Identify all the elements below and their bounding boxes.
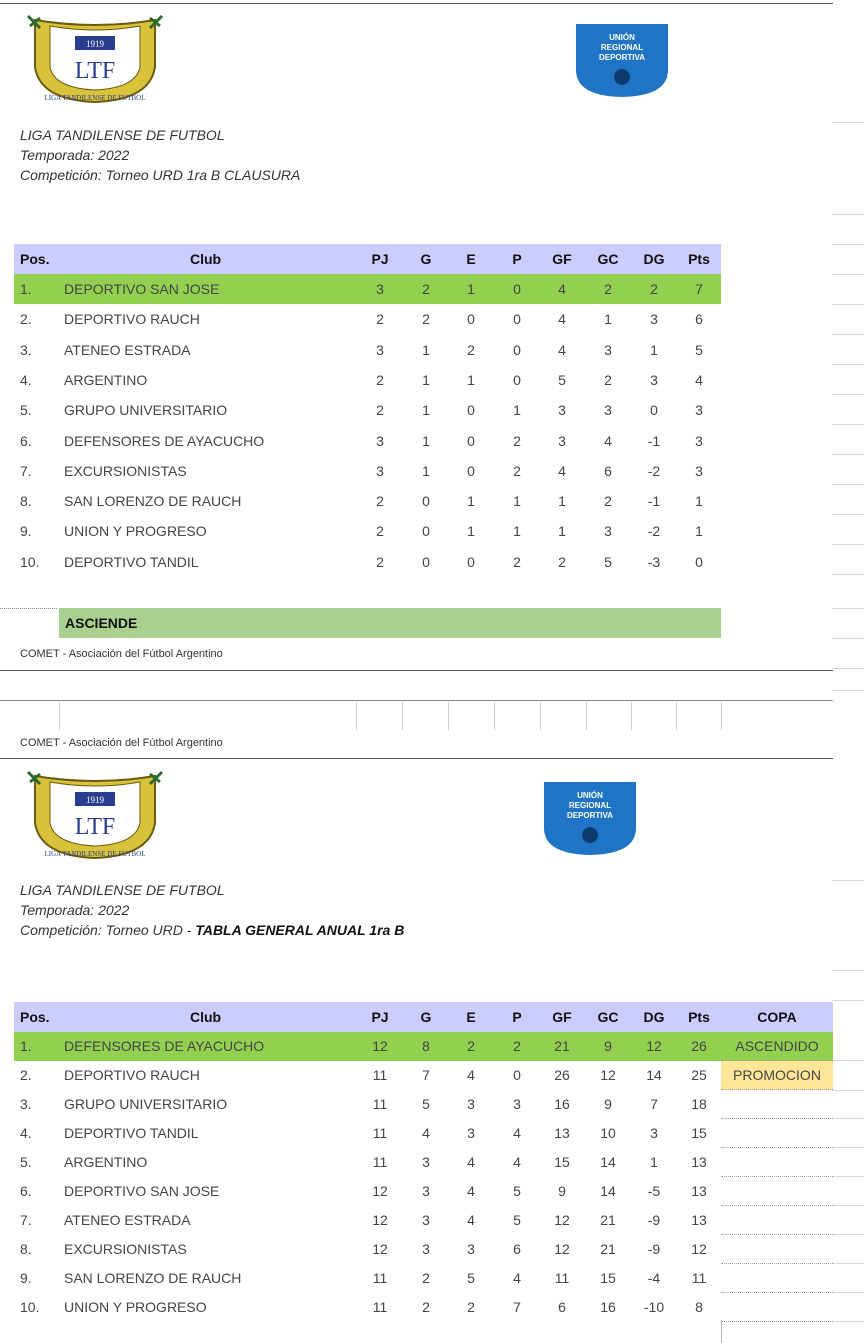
cell-dg: -2	[647, 523, 661, 540]
cell-gf: 12	[554, 1212, 570, 1228]
cell-gc: 2	[604, 493, 612, 510]
cell-pts: 1	[695, 523, 703, 540]
svg-text:REGIONAL: REGIONAL	[568, 801, 612, 810]
cell-g: 1	[422, 462, 430, 479]
col-copa: COPA	[721, 1002, 833, 1032]
table-row	[14, 1148, 721, 1177]
cell-pts: 7	[695, 281, 703, 297]
cell-gf: 26	[554, 1067, 570, 1083]
cell-e: 3	[467, 1096, 475, 1112]
col-e: E	[466, 1009, 476, 1025]
cell-club: DEFENSORES DE AYACUCHO	[64, 1038, 265, 1054]
col-gf: GF	[552, 251, 572, 267]
cell-pts: 3	[695, 402, 703, 419]
cell-pj: 3	[376, 462, 384, 479]
table-row	[14, 1293, 721, 1322]
cell-pj: 3	[376, 432, 384, 449]
cell-gc: 16	[600, 1299, 616, 1315]
cell-dg: 1	[650, 1154, 658, 1170]
col-pts: Pts	[688, 1009, 710, 1025]
cell-e: 0	[467, 311, 475, 328]
cell-pts: 18	[691, 1096, 707, 1112]
cell-pj: 2	[376, 371, 384, 388]
cell-dg: -9	[647, 1212, 661, 1228]
cell-dg: -2	[647, 462, 661, 479]
cell-e: 1	[467, 371, 475, 388]
cell-gf: 13	[554, 1125, 570, 1141]
cell-pj: 12	[372, 1241, 388, 1257]
svg-text:LIGA TANDILENSE DE FUTBOL: LIGA TANDILENSE DE FUTBOL	[44, 850, 146, 858]
cell-pts: 15	[691, 1125, 707, 1141]
cell-gf: 6	[558, 1299, 566, 1315]
cell-gf: 4	[558, 462, 566, 479]
cell-e: 4	[467, 1067, 475, 1083]
cell-club: ATENEO ESTRADA	[64, 341, 191, 358]
col-gf: GF	[552, 1009, 572, 1025]
cell-club: ARGENTINO	[64, 371, 148, 388]
cell-g: 2	[422, 1270, 430, 1286]
cell-pj: 2	[376, 402, 384, 419]
cell-gc: 2	[604, 371, 612, 388]
cell-p: 0	[513, 341, 521, 358]
table-row	[14, 395, 721, 425]
table-row	[14, 1264, 721, 1293]
cell-dg: 12	[646, 1038, 662, 1054]
cell-dg: 7	[650, 1096, 658, 1112]
col-gc: GC	[597, 1009, 619, 1025]
cell-gf: 4	[558, 341, 566, 358]
cell-pos: 10.	[20, 553, 40, 570]
cell-p: 2	[513, 553, 521, 570]
cell-gf: 2	[558, 553, 566, 570]
cell-pj: 12	[372, 1212, 388, 1228]
cell-g: 1	[422, 371, 430, 388]
cell-p: 0	[513, 371, 521, 388]
svg-text:1919: 1919	[86, 39, 104, 49]
cell-copa	[721, 1235, 833, 1264]
cell-dg: 2	[650, 281, 658, 297]
cell-g: 3	[422, 1241, 430, 1257]
cell-gf: 9	[558, 1183, 566, 1199]
table-row	[14, 304, 721, 334]
cell-p: 0	[513, 281, 521, 297]
cell-pts: 6	[695, 311, 703, 328]
cell-pts: 1	[695, 493, 703, 510]
cell-copa: PROMOCION	[721, 1061, 833, 1090]
cell-dg: -9	[647, 1241, 661, 1257]
cell-g: 7	[422, 1067, 430, 1083]
cell-pts: 13	[691, 1154, 707, 1170]
urd-logo	[572, 22, 672, 98]
cell-copa	[721, 1293, 833, 1322]
table-row	[14, 365, 721, 395]
cell-pj: 11	[372, 1154, 388, 1170]
grid-rule	[0, 700, 833, 701]
cell-pts: 8	[695, 1299, 703, 1315]
cell-e: 0	[467, 462, 475, 479]
cell-g: 8	[422, 1038, 430, 1054]
cell-gc: 3	[604, 402, 612, 419]
cell-pj: 11	[372, 1067, 388, 1083]
col-club: Club	[190, 1009, 222, 1025]
cell-pts: 3	[695, 462, 703, 479]
cell-p: 1	[513, 523, 521, 540]
table-row	[14, 486, 721, 516]
cell-club: UNION Y PROGRESO	[64, 523, 207, 540]
cell-gf: 3	[558, 402, 566, 419]
cell-pos: 1.	[20, 1038, 32, 1054]
cell-g: 2	[422, 281, 430, 297]
cell-pj: 11	[372, 1096, 388, 1112]
cell-dg: 3	[650, 311, 658, 328]
cell-pts: 13	[691, 1183, 707, 1199]
cell-pj: 2	[376, 553, 384, 570]
cell-pts: 26	[691, 1038, 707, 1054]
svg-text:UNIÓN: UNIÓN	[609, 33, 635, 42]
cell-e: 2	[467, 341, 475, 358]
cell-gf: 4	[558, 281, 566, 297]
cell-p: 6	[513, 1241, 521, 1257]
col-pj: PJ	[371, 251, 389, 267]
cell-e: 4	[467, 1212, 475, 1228]
cell-gc: 4	[604, 432, 612, 449]
cell-g: 3	[422, 1183, 430, 1199]
cell-club: GRUPO UNIVERSITARIO	[64, 402, 228, 419]
cell-dg: 0	[650, 402, 658, 419]
col-pts: Pts	[688, 251, 710, 267]
cell-club: SAN LORENZO DE RAUCH	[64, 1270, 242, 1286]
col-club: Club	[190, 251, 222, 267]
cell-pos: 4.	[20, 1125, 32, 1141]
cell-gc: 14	[600, 1183, 616, 1199]
cell-club: DEPORTIVO RAUCH	[64, 1067, 200, 1083]
cell-gc: 9	[604, 1038, 612, 1054]
col-pos: Pos.	[20, 251, 50, 267]
cell-gc: 9	[604, 1096, 612, 1112]
cell-dg: -10	[643, 1299, 665, 1315]
cell-club: EXCURSIONISTAS	[64, 1241, 187, 1257]
table-row	[14, 456, 721, 486]
cell-e: 2	[467, 1299, 475, 1315]
table-row	[14, 274, 721, 304]
section1-header	[20, 125, 300, 185]
svg-text:LIGA TANDILENSE DE FUTBOL: LIGA TANDILENSE DE FUTBOL	[44, 94, 146, 102]
cell-g: 0	[422, 523, 430, 540]
col-e: E	[466, 251, 476, 267]
cell-gf: 1	[558, 523, 566, 540]
cell-g: 0	[422, 493, 430, 510]
col-g: G	[420, 251, 432, 267]
cell-pts: 0	[695, 553, 703, 570]
cell-pj: 3	[376, 281, 384, 297]
cell-p: 1	[513, 493, 521, 510]
cell-pos: 6.	[20, 432, 32, 449]
cell-dg: -3	[647, 553, 661, 570]
cell-pos: 6.	[20, 1183, 32, 1199]
col-pos: Pos.	[20, 1009, 50, 1025]
cell-club: ATENEO ESTRADA	[64, 1212, 191, 1228]
competition-2: Competición: Torneo URD - TABLA GENERAL ANUAL 1ra B	[20, 922, 405, 938]
cell-p: 2	[513, 432, 521, 449]
cell-gf: 3	[558, 432, 566, 449]
cell-gf: 1	[558, 493, 566, 510]
urd-logo-2	[540, 780, 640, 856]
col-g: G	[420, 1009, 432, 1025]
cell-gc: 1	[604, 311, 612, 328]
section2-top-rule	[0, 758, 833, 759]
cell-e: 0	[467, 402, 475, 419]
svg-text:DEPORTIVA: DEPORTIVA	[566, 811, 614, 820]
cell-pos: 3.	[20, 341, 32, 358]
cell-gf: 15	[554, 1154, 570, 1170]
ltf-logo-2	[20, 768, 170, 860]
cell-pts: 3	[695, 432, 703, 449]
cell-dg: 3	[650, 371, 658, 388]
season: Temporada: 2022	[20, 147, 130, 163]
cell-pos: 1.	[20, 281, 32, 297]
season-2: Temporada: 2022	[20, 902, 130, 918]
cell-p: 1	[513, 402, 521, 419]
cell-club: EXCURSIONISTAS	[64, 462, 187, 479]
cell-dg: -1	[647, 493, 661, 510]
cell-copa	[721, 1119, 833, 1148]
cell-pts: 11	[691, 1270, 707, 1286]
cell-p: 2	[513, 1038, 521, 1054]
cell-p: 2	[513, 462, 521, 479]
cell-club: DEPORTIVO SAN JOSE	[64, 1183, 220, 1199]
cell-pj: 3	[376, 341, 384, 358]
table-header-row-2	[14, 1002, 721, 1032]
cell-pos: 7.	[20, 1212, 32, 1228]
table-row	[14, 547, 721, 577]
cell-copa: ASCENDIDO	[721, 1032, 833, 1061]
cell-g: 1	[422, 341, 430, 358]
cell-pj: 11	[372, 1125, 388, 1141]
cell-p: 4	[513, 1125, 521, 1141]
cell-gc: 21	[600, 1241, 616, 1257]
cell-pos: 10.	[20, 1299, 40, 1315]
svg-text:DEPORTIVA: DEPORTIVA	[598, 53, 646, 62]
cell-club: SAN LORENZO DE RAUCH	[64, 493, 242, 510]
cell-club: DEPORTIVO TANDIL	[64, 553, 199, 570]
cell-gc: 12	[600, 1067, 616, 1083]
cell-club: ARGENTINO	[64, 1154, 148, 1170]
ltf-logo	[20, 12, 170, 104]
cell-club: DEPORTIVO RAUCH	[64, 311, 200, 328]
table-row	[14, 516, 721, 546]
page-break-rule	[0, 670, 833, 671]
cell-pos: 9.	[20, 523, 32, 540]
cell-pj: 2	[376, 523, 384, 540]
cell-e: 2	[467, 1038, 475, 1054]
table-row	[14, 1032, 721, 1061]
league-name: LIGA TANDILENSE DE FUTBOL	[20, 127, 225, 143]
table-row	[14, 1177, 721, 1206]
cell-dg: 14	[646, 1067, 662, 1083]
svg-text:LTF: LTF	[74, 814, 116, 840]
cell-p: 0	[513, 1067, 521, 1083]
cell-g: 5	[422, 1096, 430, 1112]
cell-club: GRUPO UNIVERSITARIO	[64, 1096, 228, 1112]
cell-pos: 7.	[20, 462, 32, 479]
cell-gc: 15	[600, 1270, 616, 1286]
cell-e: 0	[467, 553, 475, 570]
cell-copa	[721, 1090, 833, 1119]
cell-gf: 16	[554, 1096, 570, 1112]
footer-credit: COMET - Asociación del Fútbol Argentino	[20, 648, 223, 660]
cell-pos: 4.	[20, 371, 32, 388]
svg-text:REGIONAL: REGIONAL	[600, 43, 644, 52]
cell-dg: 3	[650, 1125, 658, 1141]
cell-pos: 3.	[20, 1096, 32, 1112]
cell-pj: 11	[372, 1270, 388, 1286]
cell-gf: 12	[554, 1241, 570, 1257]
cell-p: 4	[513, 1270, 521, 1286]
cell-e: 1	[467, 523, 475, 540]
col-dg: DG	[643, 1009, 665, 1025]
col-pj: PJ	[371, 1009, 389, 1025]
cell-pts: 12	[691, 1241, 707, 1257]
cell-e: 3	[467, 1241, 475, 1257]
cell-g: 2	[422, 311, 430, 328]
cell-p: 3	[513, 1096, 521, 1112]
cell-e: 4	[467, 1183, 475, 1199]
cell-pts: 4	[695, 371, 703, 388]
cell-gf: 21	[554, 1038, 570, 1054]
svg-text:LTF: LTF	[74, 58, 116, 84]
cell-g: 4	[422, 1125, 430, 1141]
cell-gc: 3	[604, 523, 612, 540]
cell-p: 0	[513, 311, 521, 328]
table-row	[14, 1119, 721, 1148]
col-dg: DG	[643, 251, 665, 267]
cell-pj: 12	[372, 1183, 388, 1199]
cell-e: 3	[467, 1125, 475, 1141]
cell-pos: 9.	[20, 1270, 32, 1286]
cell-club: UNION Y PROGRESO	[64, 1299, 207, 1315]
cell-gc: 14	[600, 1154, 616, 1170]
table-header-row	[14, 244, 721, 274]
league-name-2: LIGA TANDILENSE DE FUTBOL	[20, 882, 225, 898]
cell-dg: -4	[647, 1270, 661, 1286]
cell-g: 3	[422, 1154, 430, 1170]
footer-credit-2: COMET - Asociación del Fútbol Argentino	[20, 737, 223, 749]
svg-text:UNIÓN: UNIÓN	[577, 791, 603, 800]
cell-copa	[721, 1148, 833, 1177]
cell-dg: -5	[647, 1183, 661, 1199]
table-row	[14, 1090, 721, 1119]
table-row	[14, 426, 721, 456]
cell-gf: 11	[554, 1270, 570, 1286]
cell-p: 5	[513, 1212, 521, 1228]
cell-copa	[721, 1264, 833, 1293]
cell-pts: 13	[691, 1212, 707, 1228]
cell-e: 4	[467, 1154, 475, 1170]
competition: Competición: Torneo URD 1ra B CLAUSURA	[20, 167, 301, 183]
cell-p: 7	[513, 1299, 521, 1315]
cell-club: DEPORTIVO SAN JOSE	[64, 281, 220, 297]
cell-e: 0	[467, 432, 475, 449]
cell-club: DEFENSORES DE AYACUCHO	[64, 432, 265, 449]
cell-gc: 6	[604, 462, 612, 479]
table-row	[14, 1061, 721, 1090]
cell-gc: 3	[604, 341, 612, 358]
cell-e: 1	[467, 493, 475, 510]
cell-g: 0	[422, 553, 430, 570]
col-p: P	[512, 1009, 522, 1025]
cell-copa	[721, 1177, 833, 1206]
cell-gc: 21	[600, 1212, 616, 1228]
cell-club: DEPORTIVO TANDIL	[64, 1125, 199, 1141]
cell-pj: 11	[372, 1299, 388, 1315]
svg-text:1919: 1919	[86, 795, 104, 805]
cell-pos: 5.	[20, 402, 32, 419]
page-top-rule	[0, 3, 833, 4]
legend-asciende: ASCIENDE	[59, 608, 721, 638]
cell-gc: 2	[604, 281, 612, 297]
cell-gf: 4	[558, 311, 566, 328]
col-p: P	[512, 251, 522, 267]
legend-dotted-rule	[0, 608, 57, 609]
cell-dg: -1	[647, 432, 661, 449]
cell-g: 1	[422, 432, 430, 449]
cell-gc: 10	[600, 1125, 616, 1141]
col-gc: GC	[597, 251, 619, 267]
cell-pos: 2.	[20, 1067, 32, 1083]
cell-g: 2	[422, 1299, 430, 1315]
cell-pj: 2	[376, 493, 384, 510]
cell-e: 5	[467, 1270, 475, 1286]
section2-header	[20, 880, 404, 940]
table-row	[14, 1235, 721, 1264]
table-row	[14, 335, 721, 365]
cell-pj: 12	[372, 1038, 388, 1054]
cell-g: 3	[422, 1212, 430, 1228]
cell-pos: 8.	[20, 493, 32, 510]
cell-p: 5	[513, 1183, 521, 1199]
cell-pts: 25	[691, 1067, 707, 1083]
cell-pos: 5.	[20, 1154, 32, 1170]
cell-dg: 1	[650, 341, 658, 358]
table-row	[14, 1206, 721, 1235]
cell-pts: 5	[695, 341, 703, 358]
cell-gc: 5	[604, 553, 612, 570]
cell-pos: 2.	[20, 311, 32, 328]
cell-pos: 8.	[20, 1241, 32, 1257]
cell-pj: 2	[376, 311, 384, 328]
copa-edge	[721, 1320, 722, 1343]
cell-gf: 5	[558, 371, 566, 388]
cell-e: 1	[467, 281, 475, 297]
cell-p: 4	[513, 1154, 521, 1170]
cell-copa	[721, 1206, 833, 1235]
cell-g: 1	[422, 402, 430, 419]
